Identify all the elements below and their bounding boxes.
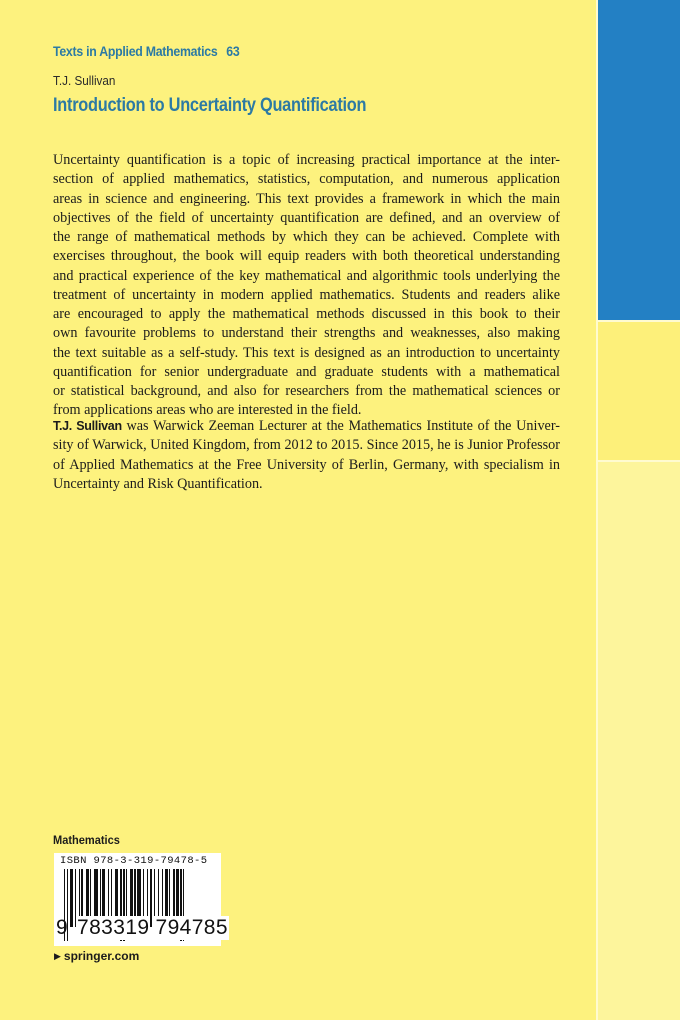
series-volume: 63 — [226, 43, 240, 59]
bio-author-name: T.J. Sullivan — [53, 419, 122, 433]
book-title: Introduction to Uncertainty Quantification — [53, 95, 367, 116]
author-bio — [53, 417, 560, 494]
description-line: section of applied mathematics, statistics, computation, and numerous application — [53, 171, 560, 188]
description-line: and practical experience of the key mathematical and algorithmic tools underlying the — [53, 267, 560, 284]
book-description — [53, 151, 560, 421]
description-line: are encouraged to apply the mathematical methods discussed in this book to their — [53, 306, 560, 322]
isbn-barcode — [54, 853, 228, 946]
description-line: own favourite problems to understand their strengths and weaknesses, also making — [53, 325, 560, 342]
description-line: objectives of the field of uncertainty quantification are defined, and an overview of — [53, 209, 560, 226]
series-name: Texts in Applied Mathematics — [53, 43, 218, 59]
description-line: or statistical background, and also for researchers from the mathematical sciences or — [53, 383, 560, 399]
ean-digits — [56, 916, 229, 940]
description-line: areas in science and engineering. This text provides a framework in which the main — [53, 190, 560, 207]
isbn-text: ISBN 978-3-319-79478-5 — [60, 855, 208, 867]
bio-line — [53, 417, 560, 436]
description-line: quantification for senior undergraduate and graduate students with a mathematical — [53, 363, 560, 380]
description-line: exercises throughout, the book will equip readers with both theoretical understanding — [53, 248, 560, 265]
description-line: Uncertainty quantification is a topic of increasing practical importance at the inter- — [53, 152, 560, 168]
color-strip-blue — [598, 0, 680, 320]
ean-left-group: 783319 — [77, 916, 150, 939]
author-name: T.J. Sullivan — [53, 73, 116, 88]
description-line: from applications areas who are interested in the field. — [53, 402, 362, 419]
bio-line: sity of Warwick, United Kingdom, from 2012 to 2015. Since 2015, he is Junior Professor — [53, 437, 560, 454]
color-strip-light — [598, 462, 680, 1020]
color-strip-yellow — [598, 322, 680, 460]
bio-text: was Warwick Zeeman Lecturer at the Mathematics Institute of the Univer- — [121, 418, 560, 434]
triangle-right-icon: ▶ — [54, 951, 61, 961]
ean-right-group: 794785 — [155, 916, 228, 939]
publisher-url[interactable]: springer.com — [63, 949, 140, 963]
description-line: the text suitable as a self-study. This text is designed as an introduction to uncertainty — [53, 344, 560, 361]
description-line: treatment of uncertainty in modern applied mathematics. Students and readers alike — [53, 286, 560, 303]
description-line: the range of mathematical methods by which they can be achieved. Complete with — [53, 229, 560, 245]
publisher-link[interactable] — [54, 949, 139, 963]
bio-line: of Applied Mathematics at the Free University of Berlin, Germany, with specialism in — [53, 456, 560, 473]
bio-line: Uncertainty and Risk Quantification. — [53, 475, 263, 492]
ean-first-digit: 9 — [56, 916, 68, 939]
series-title — [53, 43, 239, 59]
subject-label: Mathematics — [53, 833, 120, 847]
